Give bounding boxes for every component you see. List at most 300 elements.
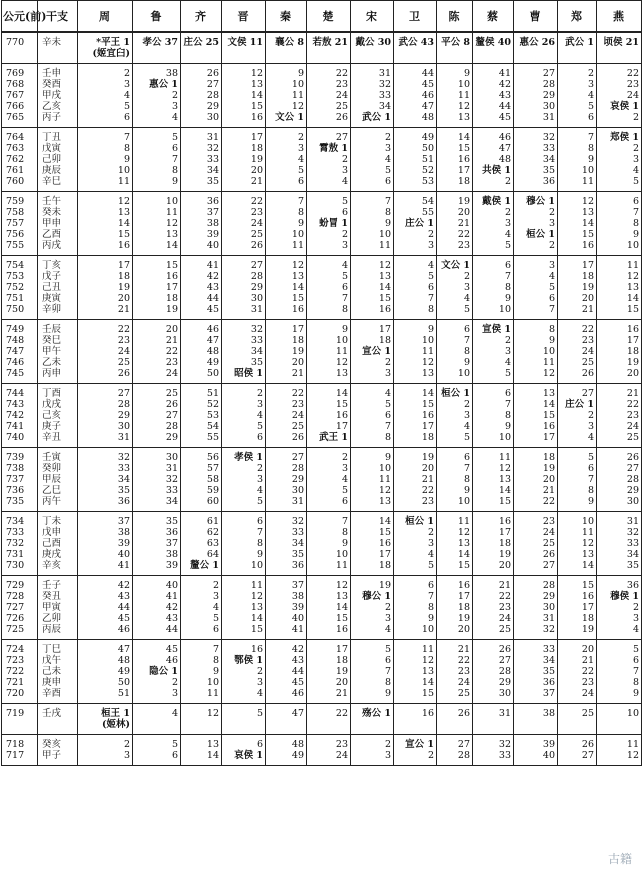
reign-cell: 3 xyxy=(514,218,558,229)
reign-cell: 44 xyxy=(181,293,222,304)
reign-cell: 8 xyxy=(351,207,394,218)
reign-cell: 46 xyxy=(78,624,133,640)
column-header: 郑 xyxy=(558,1,597,33)
reign-cell: 11 xyxy=(351,240,394,256)
reign-cell xyxy=(307,48,351,64)
year-cell: 760 xyxy=(2,176,38,192)
year-cell xyxy=(2,48,38,64)
reign-cell: 3 xyxy=(351,143,394,154)
reign-cell: 4 xyxy=(222,410,266,421)
table-row xyxy=(2,293,642,304)
table-row xyxy=(2,432,642,448)
reign-cell: 7 xyxy=(597,207,642,218)
table-row xyxy=(2,335,642,346)
reign-cell: 28 xyxy=(514,79,558,90)
reign-cell: 15 xyxy=(307,613,351,624)
year-cell: 719 xyxy=(2,704,38,720)
reign-cell: 39 xyxy=(266,602,307,613)
reign-cell: 21 xyxy=(437,218,473,229)
reign-cell: 5 xyxy=(437,304,473,320)
reign-cell: 18 xyxy=(266,335,307,346)
table-row xyxy=(2,485,642,496)
reign-cell: 24 xyxy=(597,90,642,101)
watermark: 古籍 xyxy=(607,852,632,866)
reign-cell: 19 xyxy=(133,304,181,320)
reign-cell: 25 xyxy=(597,432,642,448)
reign-cell: 8 xyxy=(307,527,351,538)
reign-cell: 11 xyxy=(514,357,558,368)
reign-cell: 19 xyxy=(78,282,133,293)
table-row xyxy=(2,549,642,560)
reign-cell: 23 xyxy=(222,207,266,218)
reign-cell: 4 xyxy=(394,256,437,272)
reign-cell: 5 xyxy=(351,165,394,176)
ganzhi-cell: 辛未 xyxy=(38,32,78,48)
reign-cell: 10 xyxy=(266,79,307,90)
reign-cell: 2 xyxy=(514,240,558,256)
reign-cell: 9 xyxy=(473,293,514,304)
reign-cell: 29 xyxy=(133,432,181,448)
year-cell: 721 xyxy=(2,677,38,688)
reign-cell: 7 xyxy=(351,192,394,208)
reign-cell: 15 xyxy=(394,688,437,704)
ganzhi-cell: 戊申 xyxy=(38,527,78,538)
reign-cell: 5 xyxy=(133,735,181,751)
year-cell: 740 xyxy=(2,432,38,448)
reign-cell: 32 xyxy=(473,735,514,751)
reign-cell: 武公 43 xyxy=(394,32,437,48)
reign-cell xyxy=(181,719,222,735)
reign-cell xyxy=(473,719,514,735)
reign-cell: 29 xyxy=(473,677,514,688)
year-cell: 734 xyxy=(2,512,38,528)
reign-cell: 4 xyxy=(78,90,133,101)
reign-cell: 19 xyxy=(266,346,307,357)
reign-cell: 15 xyxy=(597,304,642,320)
reign-cell: 47 xyxy=(78,640,133,656)
reign-cell: 45 xyxy=(266,677,307,688)
reign-cell: 10 xyxy=(394,335,437,346)
reign-cell: 3 xyxy=(222,399,266,410)
reign-cell: 11 xyxy=(597,256,642,272)
reign-cell: 12 xyxy=(597,750,642,766)
reign-cell: 7 xyxy=(133,154,181,165)
reign-cell: 孝侯 1 xyxy=(222,448,266,464)
reign-cell: 8 xyxy=(266,207,307,218)
column-header: 干支 xyxy=(38,1,78,33)
reign-cell: 49 xyxy=(78,666,133,677)
reign-cell: 6 xyxy=(133,750,181,766)
reign-cell: 7 xyxy=(222,527,266,538)
reign-cell: 11 xyxy=(597,735,642,751)
reign-cell: 47 xyxy=(266,704,307,720)
table-row xyxy=(2,165,642,176)
reign-cell: 12 xyxy=(394,357,437,368)
reign-cell: 34 xyxy=(266,538,307,549)
reign-cell xyxy=(351,719,394,735)
reign-cell: 10 xyxy=(394,624,437,640)
year-cell: 739 xyxy=(2,448,38,464)
reign-cell: 4 xyxy=(222,688,266,704)
reign-cell: 20 xyxy=(222,165,266,176)
reign-cell: 惠公 26 xyxy=(514,32,558,48)
reign-cell: 9 xyxy=(558,496,597,512)
reign-cell: 6 xyxy=(597,192,642,208)
reign-cell: 15 xyxy=(394,399,437,410)
year-cell: 769 xyxy=(2,64,38,80)
reign-cell: 20 xyxy=(437,207,473,218)
reign-cell: 14 xyxy=(437,549,473,560)
table-row xyxy=(2,48,642,64)
year-cell: 750 xyxy=(2,304,38,320)
table-row xyxy=(2,624,642,640)
ganzhi-cell: 乙巳 xyxy=(38,485,78,496)
reign-cell xyxy=(514,48,558,64)
reign-cell: 26 xyxy=(437,704,473,720)
ganzhi-cell: 丁亥 xyxy=(38,256,78,272)
table-row xyxy=(2,357,642,368)
reign-cell xyxy=(437,719,473,735)
reign-cell: 4 xyxy=(473,357,514,368)
reign-cell: 50 xyxy=(181,368,222,384)
column-header: 齐 xyxy=(181,1,222,33)
ganzhi-cell: 乙卯 xyxy=(38,613,78,624)
reign-cell: 7 xyxy=(351,421,394,432)
reign-cell: 23 xyxy=(558,677,597,688)
reign-cell: 16 xyxy=(437,576,473,592)
table-row xyxy=(2,112,642,128)
reign-cell: 21 xyxy=(133,335,181,346)
reign-cell: 武公 1 xyxy=(351,112,394,128)
reign-cell: 13 xyxy=(514,384,558,400)
year-cell: 733 xyxy=(2,527,38,538)
reign-cell: 10 xyxy=(351,229,394,240)
reign-cell: 59 xyxy=(181,485,222,496)
reign-cell: 7 xyxy=(558,474,597,485)
reign-cell: 7 xyxy=(437,463,473,474)
reign-cell: 21 xyxy=(266,368,307,384)
reign-cell: 2 xyxy=(222,384,266,400)
ganzhi-cell: 乙酉 xyxy=(38,229,78,240)
reign-cell: 11 xyxy=(266,90,307,101)
table-row xyxy=(2,527,642,538)
table-row xyxy=(2,474,642,485)
reign-cell: 38 xyxy=(133,549,181,560)
ganzhi-cell: 庚戌 xyxy=(38,549,78,560)
reign-cell: 27 xyxy=(514,64,558,80)
reign-cell: 3 xyxy=(351,750,394,766)
reign-cell: 6 xyxy=(597,655,642,666)
reign-cell: 33 xyxy=(266,527,307,538)
reign-cell: 13 xyxy=(222,602,266,613)
reign-cell: 10 xyxy=(473,304,514,320)
reign-cell: 20 xyxy=(558,640,597,656)
reign-cell: 36 xyxy=(133,527,181,538)
reign-cell: 9 xyxy=(266,218,307,229)
reign-cell xyxy=(514,719,558,735)
reign-cell: 31 xyxy=(78,432,133,448)
year-cell: 717 xyxy=(2,750,38,766)
reign-cell: 10 xyxy=(351,463,394,474)
reign-cell: 25 xyxy=(558,704,597,720)
reign-cell: 13 xyxy=(394,666,437,677)
reign-cell: 6 xyxy=(437,320,473,336)
reign-cell: 17 xyxy=(558,602,597,613)
reign-cell: 18 xyxy=(597,346,642,357)
reign-cell: 27 xyxy=(133,410,181,421)
reign-cell: 38 xyxy=(133,64,181,80)
reign-cell: 22 xyxy=(307,64,351,80)
reign-cell: 64 xyxy=(181,549,222,560)
reign-cell: 6 xyxy=(351,655,394,666)
reign-cell: 4 xyxy=(437,293,473,304)
ganzhi-cell: 己卯 xyxy=(38,154,78,165)
reign-cell: 4 xyxy=(133,112,181,128)
reign-cell xyxy=(133,719,181,735)
reign-cell: 16 xyxy=(351,304,394,320)
reign-cell: 27 xyxy=(558,750,597,766)
reign-cell: 2 xyxy=(558,64,597,80)
reign-cell: 40 xyxy=(78,549,133,560)
reign-cell: 2 xyxy=(597,143,642,154)
reign-cell: 15 xyxy=(307,399,351,410)
reign-cell: 2 xyxy=(558,410,597,421)
reign-cell: 21 xyxy=(558,655,597,666)
reign-cell: 21 xyxy=(307,688,351,704)
year-cell: 725 xyxy=(2,624,38,640)
reign-cell: 21 xyxy=(394,474,437,485)
reign-cell: 13 xyxy=(351,271,394,282)
reign-cell: 39 xyxy=(133,560,181,576)
reign-cell: 22 xyxy=(597,64,642,80)
ganzhi-cell: 庚寅 xyxy=(38,293,78,304)
reign-cell: 49 xyxy=(394,128,437,144)
column-header: 楚 xyxy=(307,1,351,33)
ganzhi-cell: 戊戌 xyxy=(38,399,78,410)
reign-cell: 16 xyxy=(558,591,597,602)
reign-cell: *平王 1 xyxy=(78,32,133,48)
reign-cell: 3 xyxy=(307,240,351,256)
year-cell: 729 xyxy=(2,576,38,592)
reign-cell: 17 xyxy=(307,421,351,432)
reign-cell: 23 xyxy=(473,602,514,613)
reign-cell: 7 xyxy=(514,304,558,320)
year-cell: 735 xyxy=(2,496,38,512)
reign-cell: 33 xyxy=(473,750,514,766)
ganzhi-cell: 甲子 xyxy=(38,750,78,766)
reign-cell: 9 xyxy=(307,320,351,336)
reign-cell: 8 xyxy=(473,282,514,293)
reign-cell: 9 xyxy=(266,64,307,80)
reign-cell: 31 xyxy=(351,64,394,80)
reign-cell: 29 xyxy=(222,282,266,293)
reign-cell: 8 xyxy=(597,218,642,229)
reign-cell: 35 xyxy=(597,560,642,576)
reign-cell: 惠公 1 xyxy=(133,79,181,90)
reign-cell: (姬林) xyxy=(78,719,133,735)
reign-cell: 4 xyxy=(181,602,222,613)
reign-cell: 共侯 1 xyxy=(473,165,514,176)
reign-cell: 3 xyxy=(78,79,133,90)
reign-cell: 28 xyxy=(514,576,558,592)
reign-cell: 24 xyxy=(558,346,597,357)
ganzhi-cell: 甲寅 xyxy=(38,602,78,613)
reign-cell: 12 xyxy=(266,256,307,272)
reign-cell: 武王 1 xyxy=(307,432,351,448)
reign-cell: 9 xyxy=(307,538,351,549)
reign-cell: 32 xyxy=(133,474,181,485)
table-body xyxy=(2,32,642,766)
reign-cell: 30 xyxy=(181,112,222,128)
reign-cell: 51 xyxy=(78,688,133,704)
reign-cell: 12 xyxy=(597,271,642,282)
reign-cell: 16 xyxy=(133,271,181,282)
table-row xyxy=(2,666,642,677)
ganzhi-cell: 辛卯 xyxy=(38,304,78,320)
table-row xyxy=(2,240,642,256)
reign-cell: 34 xyxy=(133,496,181,512)
reign-cell: 3 xyxy=(307,463,351,474)
reign-cell: 20 xyxy=(558,293,597,304)
reign-cell: 5 xyxy=(181,613,222,624)
reign-cell: 24 xyxy=(222,218,266,229)
reign-cell: 37 xyxy=(133,538,181,549)
reign-cell: 釐侯 40 xyxy=(473,32,514,48)
reign-cell: 12 xyxy=(351,485,394,496)
reign-cell: 46 xyxy=(181,320,222,336)
reign-cell: 41 xyxy=(473,64,514,80)
reign-cell: 41 xyxy=(181,256,222,272)
reign-cell: 26 xyxy=(473,640,514,656)
reign-cell: 9 xyxy=(222,549,266,560)
reign-cell: 48 xyxy=(473,154,514,165)
reign-cell: 29 xyxy=(266,474,307,485)
column-header: 燕 xyxy=(597,1,642,33)
reign-cell: 武公 1 xyxy=(558,32,597,48)
reign-cell: 26 xyxy=(181,64,222,80)
reign-cell: 26 xyxy=(558,368,597,384)
reign-cell: 襄公 8 xyxy=(266,32,307,48)
reign-cell: 12 xyxy=(473,463,514,474)
ganzhi-cell: 辛巳 xyxy=(38,176,78,192)
reign-cell xyxy=(307,719,351,735)
table-row xyxy=(2,79,642,90)
table-row xyxy=(2,154,642,165)
reign-cell: 12 xyxy=(133,218,181,229)
reign-cell: 8 xyxy=(558,143,597,154)
reign-cell: 8 xyxy=(437,346,473,357)
year-cell: 757 xyxy=(2,218,38,229)
reign-cell: 14 xyxy=(351,282,394,293)
reign-cell: 4 xyxy=(473,229,514,240)
reign-cell: 11 xyxy=(181,688,222,704)
reign-cell: 27 xyxy=(78,384,133,400)
reign-cell: 20 xyxy=(437,624,473,640)
table-row xyxy=(2,538,642,549)
reign-cell: 13 xyxy=(222,79,266,90)
reign-cell: 48 xyxy=(181,346,222,357)
reign-cell: 14 xyxy=(266,282,307,293)
reign-cell: 殇公 1 xyxy=(351,704,394,720)
reign-cell: 13 xyxy=(437,538,473,549)
reign-cell: 18 xyxy=(514,448,558,464)
reign-cell: 12 xyxy=(558,538,597,549)
reign-cell: 12 xyxy=(222,591,266,602)
reign-cell: 25 xyxy=(558,357,597,368)
reign-cell: 6 xyxy=(78,112,133,128)
reign-cell: 11 xyxy=(437,90,473,101)
reign-cell: 17 xyxy=(394,421,437,432)
reign-cell: 11 xyxy=(558,527,597,538)
ganzhi-cell: 甲辰 xyxy=(38,474,78,485)
reign-cell: 13 xyxy=(307,591,351,602)
reign-cell: 40 xyxy=(181,240,222,256)
reign-cell: 6 xyxy=(394,576,437,592)
ganzhi-cell: 壬寅 xyxy=(38,448,78,464)
year-cell: 742 xyxy=(2,410,38,421)
ganzhi-cell: 壬子 xyxy=(38,576,78,592)
reign-cell: 48 xyxy=(78,655,133,666)
column-header: 宋 xyxy=(351,1,394,33)
reign-cell: 17 xyxy=(514,432,558,448)
reign-cell: 62 xyxy=(181,527,222,538)
reign-cell: 19 xyxy=(437,192,473,208)
table-row xyxy=(2,271,642,282)
reign-cell: 3 xyxy=(181,591,222,602)
column-header: 晋 xyxy=(222,1,266,33)
reign-cell: 2 xyxy=(222,463,266,474)
reign-cell: 34 xyxy=(514,655,558,666)
reign-cell: 38 xyxy=(266,591,307,602)
reign-cell: 12 xyxy=(558,192,597,208)
reign-cell: 17 xyxy=(351,549,394,560)
reign-cell: 35 xyxy=(133,512,181,528)
reign-cell: 44 xyxy=(78,602,133,613)
reign-cell: 32 xyxy=(78,448,133,464)
reign-cell: 6 xyxy=(514,293,558,304)
reign-cell: 9 xyxy=(437,485,473,496)
year-cell: 762 xyxy=(2,154,38,165)
reign-cell: 34 xyxy=(181,165,222,176)
reign-cell: 5 xyxy=(597,176,642,192)
reign-cell: 5 xyxy=(222,704,266,720)
reign-cell: 4 xyxy=(266,154,307,165)
reign-cell: 3 xyxy=(266,143,307,154)
reign-cell: 14 xyxy=(558,560,597,576)
ganzhi-cell: 己酉 xyxy=(38,538,78,549)
reign-cell: 22 xyxy=(514,496,558,512)
reign-cell: 20 xyxy=(514,474,558,485)
year-cell: 722 xyxy=(2,666,38,677)
column-header: 周 xyxy=(78,1,133,33)
reign-cell: 11 xyxy=(558,176,597,192)
table-row xyxy=(2,368,642,384)
reign-cell: 5 xyxy=(307,271,351,282)
reign-cell: 9 xyxy=(394,613,437,624)
reign-cell: 13 xyxy=(558,549,597,560)
reign-cell: 38 xyxy=(181,218,222,229)
reign-cell: 哀侯 1 xyxy=(597,101,642,112)
reign-cell: 7 xyxy=(394,591,437,602)
reign-cell: 11 xyxy=(222,576,266,592)
reign-cell xyxy=(394,48,437,64)
year-cell: 746 xyxy=(2,357,38,368)
reign-cell: 40 xyxy=(133,576,181,592)
reign-cell: 2 xyxy=(351,735,394,751)
reign-cell: 13 xyxy=(133,229,181,240)
reign-cell: 18 xyxy=(437,176,473,192)
reign-cell: 34 xyxy=(222,346,266,357)
